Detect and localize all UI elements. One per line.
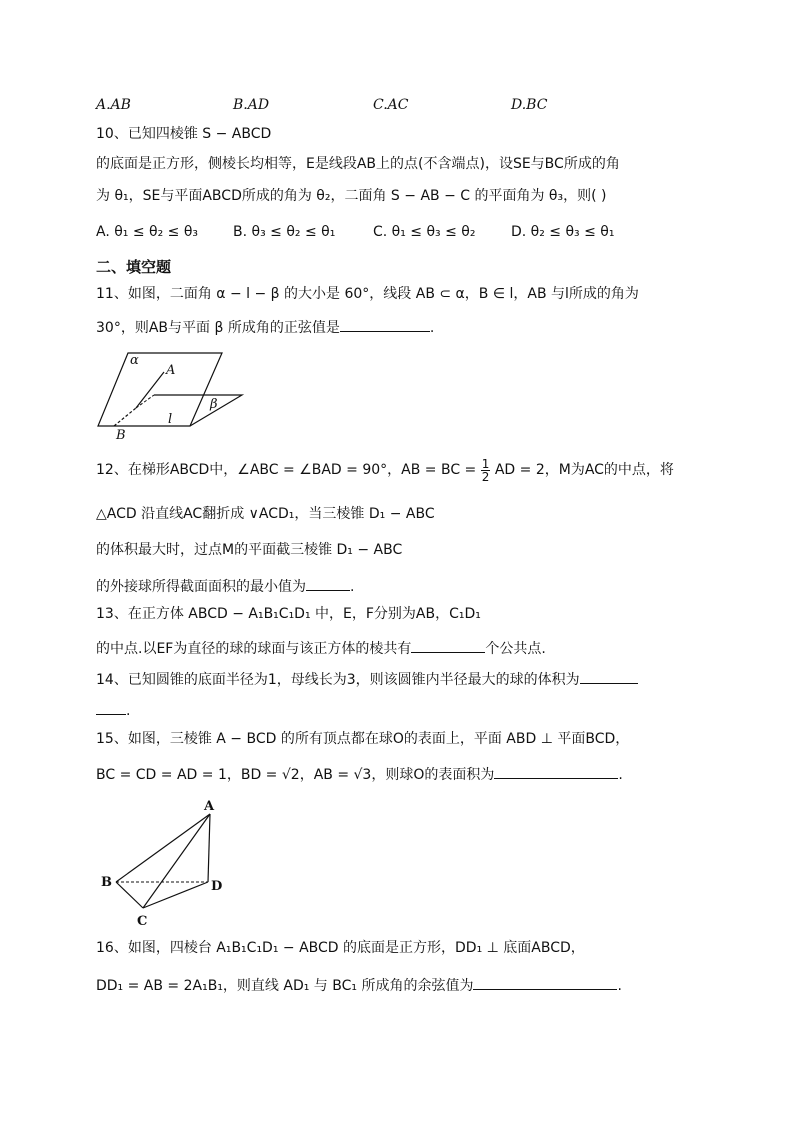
q13-text-a: 的中点.以EF为直径的球的球面与该正方体的棱共有 — [96, 641, 412, 657]
q10-line-3: 为 θ₁，SE与平面ABCD所成的角为 θ₂，二面角 S − AB − C 的平面角为 θ₃，则( ) — [96, 188, 607, 204]
q16-line-1: 16、如图，四棱台 A₁B₁C₁D₁ − ABCD 的底面是正方形，DD₁ ⊥ 底面ABCD， — [96, 940, 585, 956]
q11-answer-blank[interactable] — [340, 317, 430, 332]
section-heading-fill-blank: 二、填空题 — [96, 258, 172, 276]
q12-answer-blank[interactable] — [306, 576, 350, 591]
q12-line-3: 的体积最大时，过点M的平面截三棱锥 D₁ − ABC — [96, 542, 403, 558]
q15-label-b: B — [101, 875, 112, 890]
q11-text: 30°，则AB与平面 β 所成角的正弦值是 — [96, 320, 340, 336]
q14-answer-blank-a[interactable] — [580, 669, 638, 684]
q11-label-alpha: α — [130, 353, 139, 368]
q15-pyramid-figure — [98, 796, 228, 931]
q11-line-1: 11、如图，二面角 α − l − β 的大小是 60°，线段 AB ⊂ α，B ∈ l，AB 与l所成的角为 — [96, 286, 639, 302]
q16-text: DD₁ = AB = 2A₁B₁，则直线 AD₁ 与 BC₁ 所成角的余弦值为 — [96, 978, 474, 994]
q15-answer-blank[interactable] — [494, 764, 618, 779]
q11-line-2 — [96, 317, 434, 338]
q13-answer-blank[interactable] — [411, 638, 485, 653]
q12-line-1 — [96, 457, 674, 483]
q16-line-2 — [96, 975, 622, 996]
q10-line-1: 10、已知四棱锥 S − ABCD — [96, 126, 272, 142]
q15-end: . — [618, 767, 623, 783]
q9-option-b: B.AD — [233, 97, 270, 113]
q11-dihedral-figure — [94, 348, 254, 443]
q12-text-b: AD = 2，M为AC的中点，将 — [494, 462, 674, 478]
q11-label-b: B — [116, 428, 126, 443]
q15-label-a: A — [204, 799, 215, 814]
q11-label-beta: β — [210, 397, 218, 412]
q14-answer-blank-b[interactable] — [96, 700, 126, 715]
q12-line-4 — [96, 576, 354, 597]
q12-frac-den: 2 — [481, 469, 490, 484]
q13-line-1: 13、在正方体 ABCD − A₁B₁C₁D₁ 中，E，F分别为AB，C₁D₁ — [96, 606, 481, 622]
q10-option-d: D. θ₂ ≤ θ₃ ≤ θ₁ — [511, 224, 615, 240]
q15-line-1: 15、如图，三棱锥 A − BCD 的所有顶点都在球O的表面上，平面 ABD ⊥ 平面BCD， — [96, 731, 630, 747]
q9-option-c: C.AC — [373, 97, 409, 113]
q14-end: . — [126, 703, 131, 719]
q12-frac-num: 1 — [481, 456, 490, 471]
q11-label-l: l — [168, 412, 173, 427]
q10-option-b: B. θ₃ ≤ θ₂ ≤ θ₁ — [233, 224, 336, 240]
q12-text-a: 12、在梯形ABCD中，∠ABC = ∠BAD = 90°，AB = BC = — [96, 462, 477, 478]
q16-answer-blank[interactable] — [473, 975, 617, 990]
q10-line-2: 的底面是正方形，侧棱长均相等，E是线段AB上的点(不含端点)，设SE与BC所成的角 — [96, 156, 620, 172]
q12-fraction — [481, 458, 491, 483]
q13-text-b: 个公共点. — [485, 641, 546, 657]
q10-option-a: A. θ₁ ≤ θ₂ ≤ θ₃ — [96, 224, 199, 240]
q11-end: . — [429, 320, 435, 336]
q9-option-d: D.BC — [511, 97, 548, 113]
q12-end: . — [350, 579, 355, 595]
q15-label-d: D — [211, 879, 223, 894]
q14-line-1 — [96, 669, 638, 690]
q9-option-a: A.AB — [96, 97, 131, 113]
q15-line-2 — [96, 764, 623, 785]
q13-line-2 — [96, 638, 546, 659]
q16-end: . — [617, 978, 622, 994]
q12-text-4: 的外接球所得截面面积的最小值为 — [96, 579, 306, 595]
q12-line-2: △ACD 沿直线AC翻折成 ∨ACD₁，当三棱锥 D₁ − ABC — [96, 506, 435, 522]
q10-option-c: C. θ₁ ≤ θ₃ ≤ θ₂ — [373, 224, 476, 240]
q15-text: BC = CD = AD = 1，BD = √2，AB = √3，则球O的表面积为 — [96, 767, 495, 783]
q15-label-c: C — [137, 914, 148, 929]
q14-text: 14、已知圆锥的底面半径为1，母线长为3，则该圆锥内半径最大的球的体积为 — [96, 672, 580, 688]
q11-label-a: A — [166, 363, 176, 378]
q14-line-2 — [96, 700, 130, 721]
